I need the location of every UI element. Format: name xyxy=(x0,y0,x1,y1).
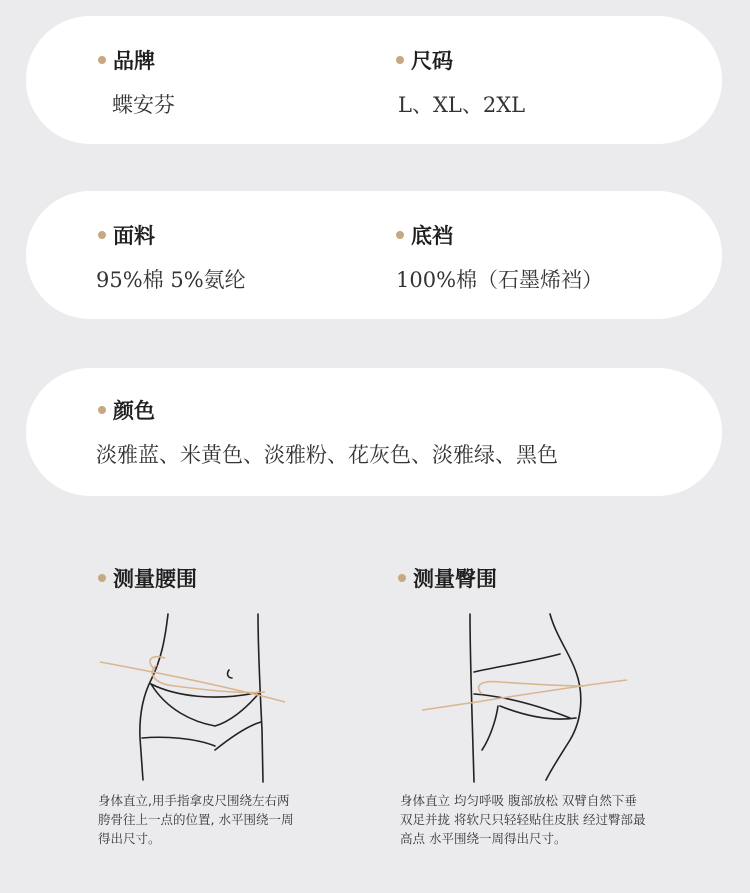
tape-front xyxy=(422,680,627,710)
bullet-dot-icon xyxy=(98,406,106,414)
spec-card-fabric-crotch xyxy=(26,191,722,319)
fabric-value: 95%棉 5%氨纶 xyxy=(96,268,246,292)
leg-line xyxy=(482,706,498,750)
waistband xyxy=(151,684,260,697)
bullet-dot-icon xyxy=(98,231,106,239)
navel xyxy=(228,670,232,678)
hip-desc-line: 双足并拢 将软尺只轻轻贴住皮肤 经过臀部最 xyxy=(400,812,646,827)
hip-desc-line: 高点 水平围绕一周得出尺寸。 xyxy=(400,831,567,846)
bullet-dot-icon xyxy=(98,574,106,582)
hip-measure-title: 测量臀围 xyxy=(398,563,497,593)
hip-measure-description xyxy=(400,791,700,848)
size-label: 尺码 xyxy=(396,48,453,74)
size-value: L、XL、2XL xyxy=(398,93,526,117)
bullet-dot-icon xyxy=(98,56,106,64)
waist-measure-title: 测量腰围 xyxy=(98,563,197,593)
hip-desc-line: 身体直立 均匀呼吸 腹部放松 双臂自然下垂 xyxy=(400,793,637,808)
body-outline-left xyxy=(470,614,474,782)
hip-measure-illustration xyxy=(420,610,635,785)
color-label: 颜色 xyxy=(98,398,155,424)
bullet-dot-icon xyxy=(396,231,404,239)
body-outline-right xyxy=(546,614,581,780)
bullet-dot-icon xyxy=(396,56,404,64)
fabric-label: 面料 xyxy=(98,223,155,249)
underwear-bottom xyxy=(500,706,576,719)
body-outline-left xyxy=(140,614,168,780)
tape-back xyxy=(152,665,265,693)
body-outline-right xyxy=(258,614,263,782)
waist-measure-description xyxy=(98,791,398,848)
brand-label: 品牌 xyxy=(98,48,155,74)
waist-desc-line: 得出尺寸。 xyxy=(98,831,161,846)
leg-line-left xyxy=(142,737,215,746)
brand-value: 蝶安芬 xyxy=(112,93,175,117)
crotch-label: 底裆 xyxy=(396,223,453,249)
waistband xyxy=(474,654,560,672)
waist-desc-line: 胯骨往上一点的位置, 水平围绕一周 xyxy=(98,812,294,827)
leg-line-right xyxy=(215,722,261,750)
underwear-top xyxy=(474,694,570,718)
waist-desc-line: 身体直立,用手指拿皮尺围绕左右两 xyxy=(98,793,290,808)
color-value: 淡雅蓝、米黄色、淡雅粉、花灰色、淡雅绿、黑色 xyxy=(96,443,558,467)
crotch-value: 100%棉（石墨烯裆） xyxy=(396,268,604,292)
spec-card-brand-size xyxy=(26,16,722,144)
spec-card-color xyxy=(26,368,722,496)
bullet-dot-icon xyxy=(398,574,406,582)
waist-measure-illustration xyxy=(95,610,295,785)
